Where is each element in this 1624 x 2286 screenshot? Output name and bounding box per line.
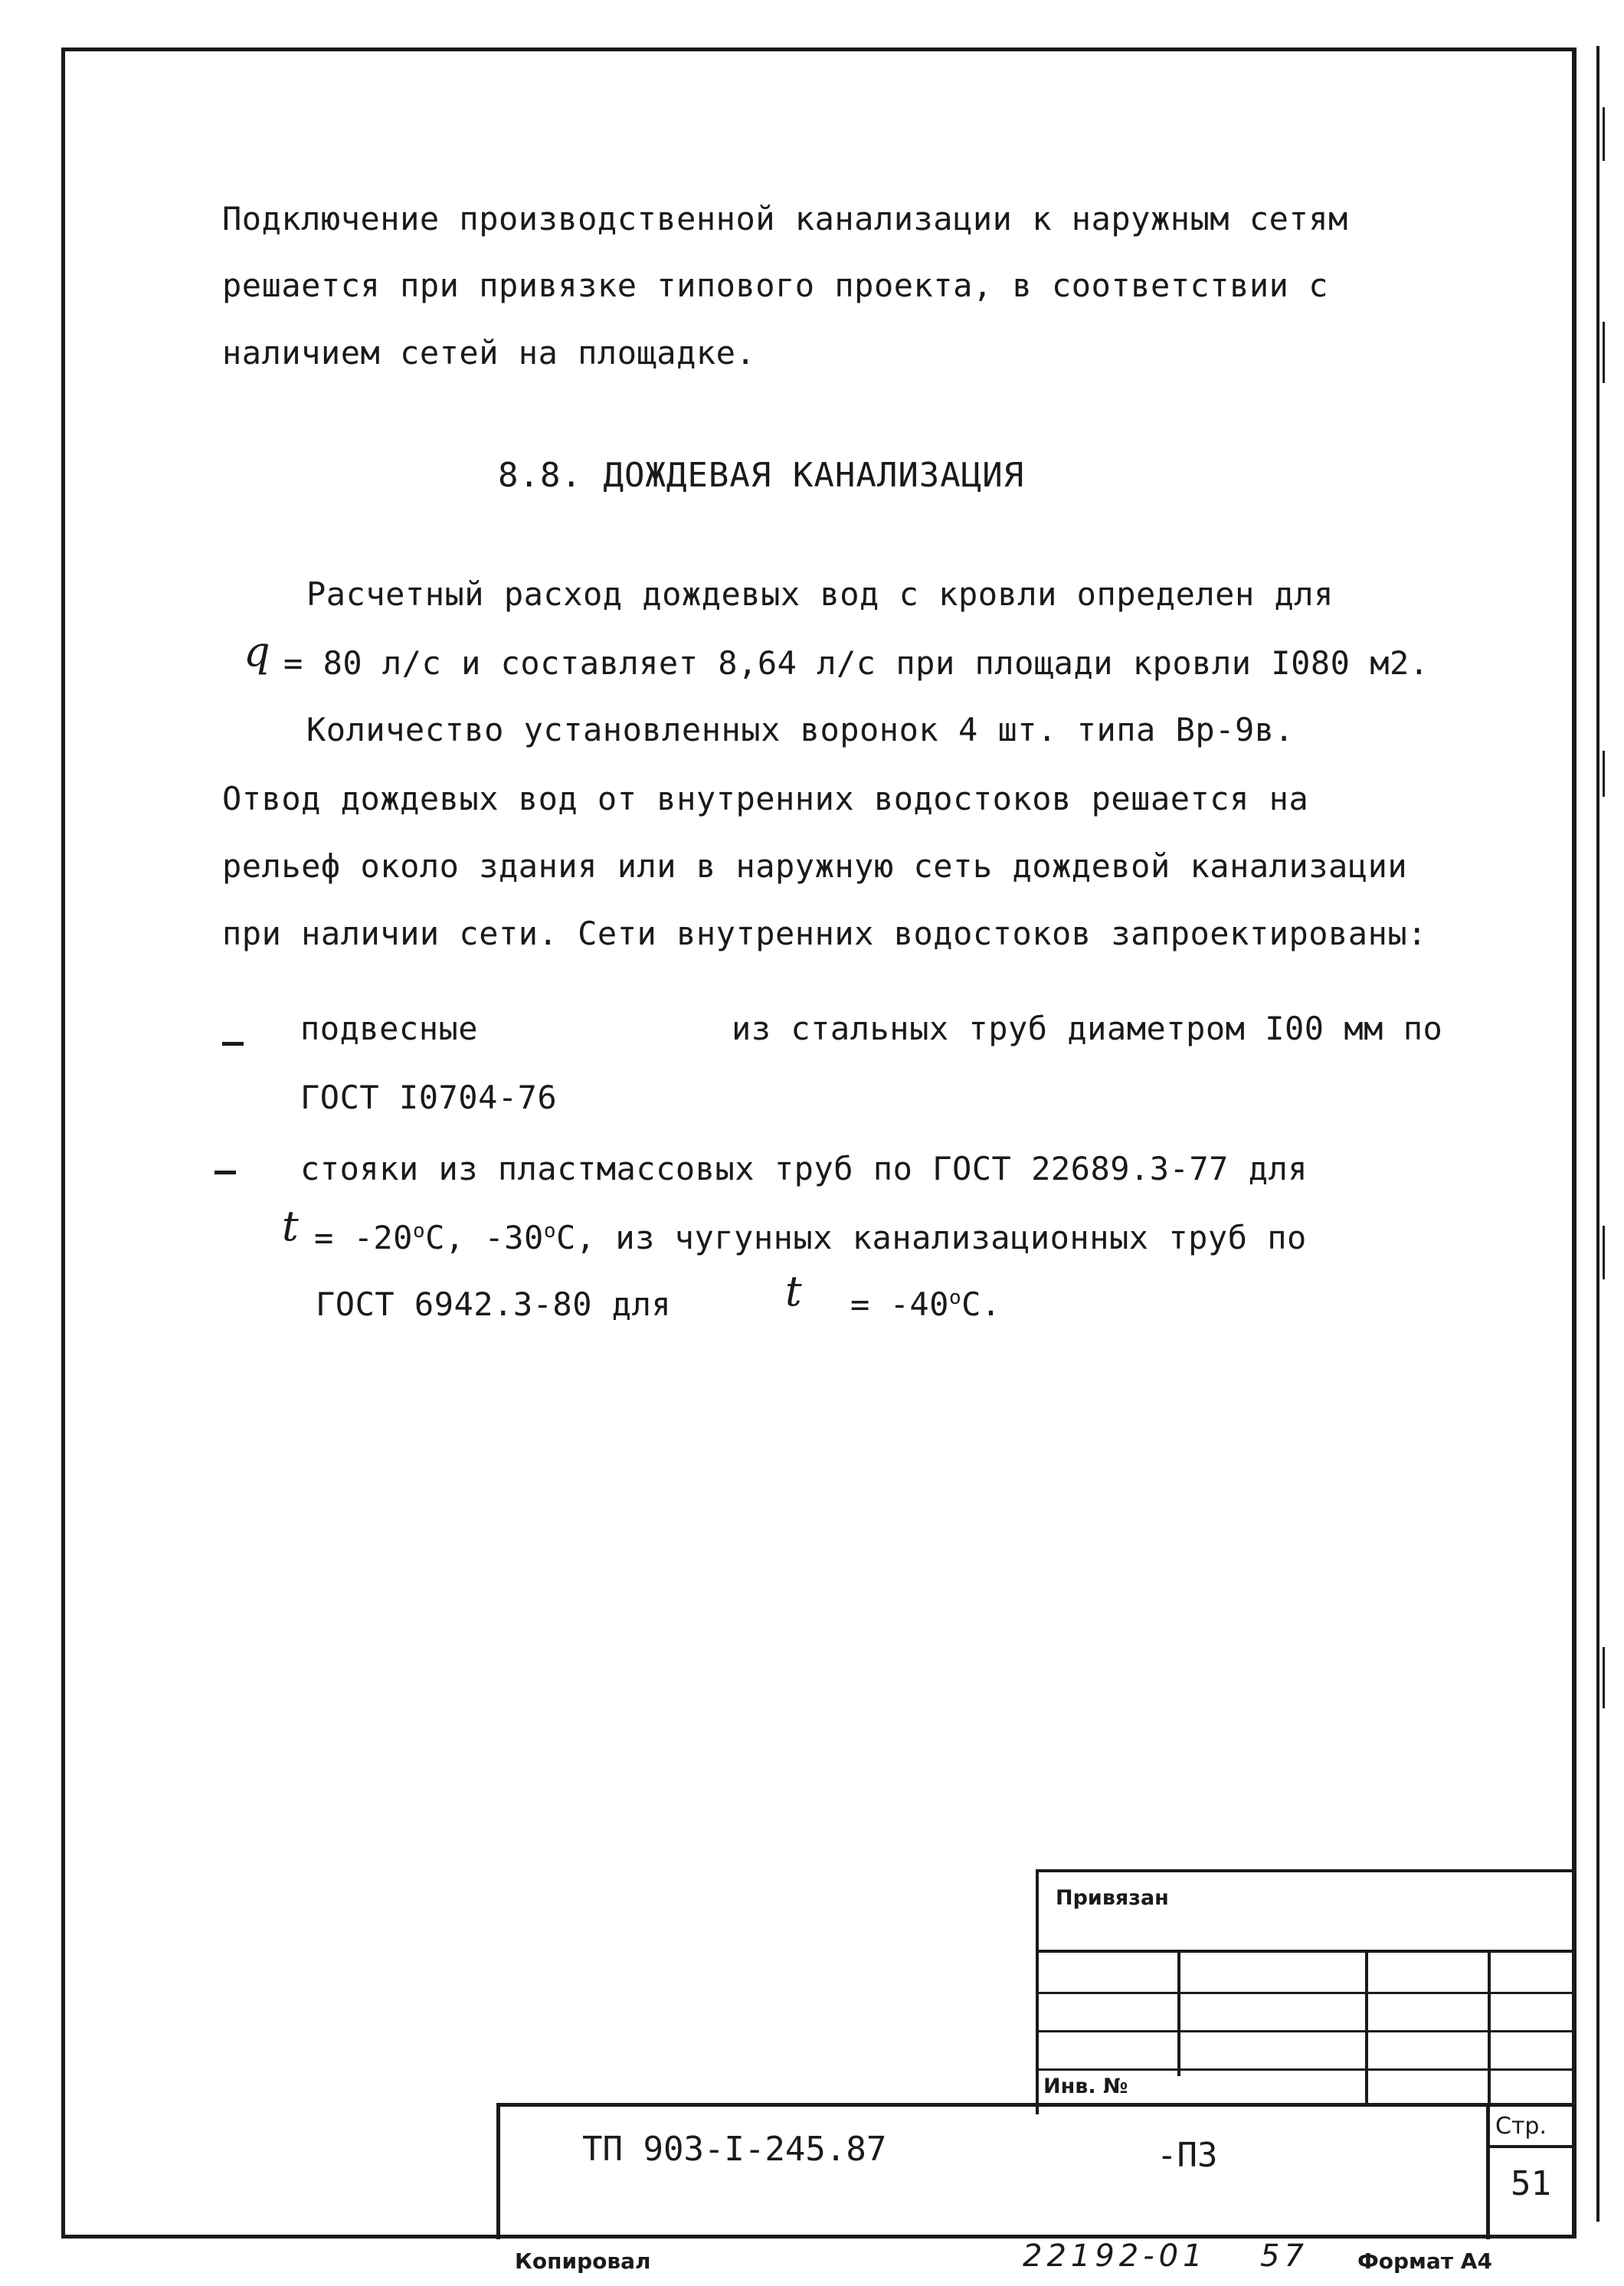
handwritten-code: 22192-01 [1023, 2239, 1207, 2274]
binding-edge-mark [1603, 107, 1605, 161]
inv-label: Инв. № [1043, 2075, 1128, 2098]
stamp-col-line [1177, 1950, 1180, 2076]
title-left-line [496, 2103, 500, 2239]
list-item2-line3a: ГОСТ 6942.3-80 для [316, 1285, 672, 1323]
title-top-line [496, 2103, 1577, 2107]
binding-edge-mark [1603, 751, 1605, 797]
list-item2-line1: стояки из пластмассовых труб по ГОСТ 22689.3-77 для [300, 1150, 1308, 1187]
stamp-row-line [1036, 1950, 1576, 1953]
binding-edge-mark [1603, 1647, 1605, 1708]
stamp-col-line [1488, 1950, 1491, 2107]
para2-line1: Расчетный расход дождевых вод с кровли определен для [306, 575, 1334, 613]
tied-label: Привязан [1056, 1886, 1169, 1910]
copied-label: Копировал [515, 2248, 651, 2274]
t-symbol: t [282, 1202, 300, 1250]
stamp-row-line [1036, 1992, 1576, 1994]
page-label: Стр. [1495, 2113, 1547, 2140]
para1-line3: наличием сетей на площадке. [222, 334, 756, 372]
stamp-row-line [1036, 2068, 1576, 2071]
stamp-col-line [1365, 1950, 1368, 2107]
doc-suffix: -ПЗ [1157, 2136, 1218, 2175]
list-item2-line3b: = $-40^oС$. [850, 1285, 1001, 1323]
q-symbol: q [244, 627, 271, 676]
para1-line2: решается при привязке типового проекта, в соответствии с [222, 267, 1329, 304]
page-col-line [1486, 2103, 1490, 2239]
list-item1-part1: подвесные [300, 1010, 479, 1047]
doc-code: ТП 903-I-245.87 [582, 2130, 887, 2169]
para2-line2: = 80 л/с и составляет 8,64 л/с при площади кровли I080 м2. [283, 644, 1429, 682]
list-item2-line2: = $-20^oС$, -30$^o$С, из чугунных канализационных труб по [314, 1219, 1307, 1256]
binding-edge-mark [1603, 322, 1605, 383]
stamp-outer-top [1036, 1869, 1576, 1872]
page-row-line [1486, 2145, 1577, 2148]
list-bullet [222, 1042, 244, 1046]
t-symbol-2: t [785, 1267, 803, 1315]
para2-line6: при наличии сети. Сети внутренних водостоков запроектированы: [222, 915, 1427, 952]
binding-edge-mark [1603, 1226, 1605, 1279]
para2-line4: Отвод дождевых вод от внутренних водостоков решается на [222, 780, 1309, 817]
binding-edge-line [1596, 46, 1599, 2222]
para2-line5: рельеф около здания или в наружную сеть дождевой канализации [222, 847, 1408, 885]
format-label: Формат А4 [1357, 2248, 1492, 2274]
list-item1-part2: из стальных труб диаметром I00 мм по [732, 1010, 1443, 1047]
para1-line1: Подключение производственной канализации к наружным сетям [222, 200, 1348, 237]
page-frame [61, 47, 1577, 2239]
handwritten-number: 57 [1260, 2239, 1308, 2274]
page-number: 51 [1511, 2164, 1551, 2203]
list-bullet [214, 1171, 236, 1174]
section-heading: 8.8. ДОЖДЕВАЯ КАНАЛИЗАЦИЯ [498, 456, 1025, 495]
list-item1-line2: ГОСТ I0704-76 [300, 1079, 558, 1116]
stamp-row-line [1036, 2030, 1576, 2032]
para2-line3: Количество установленных воронок 4 шт. типа Вр-9в. [306, 711, 1295, 748]
